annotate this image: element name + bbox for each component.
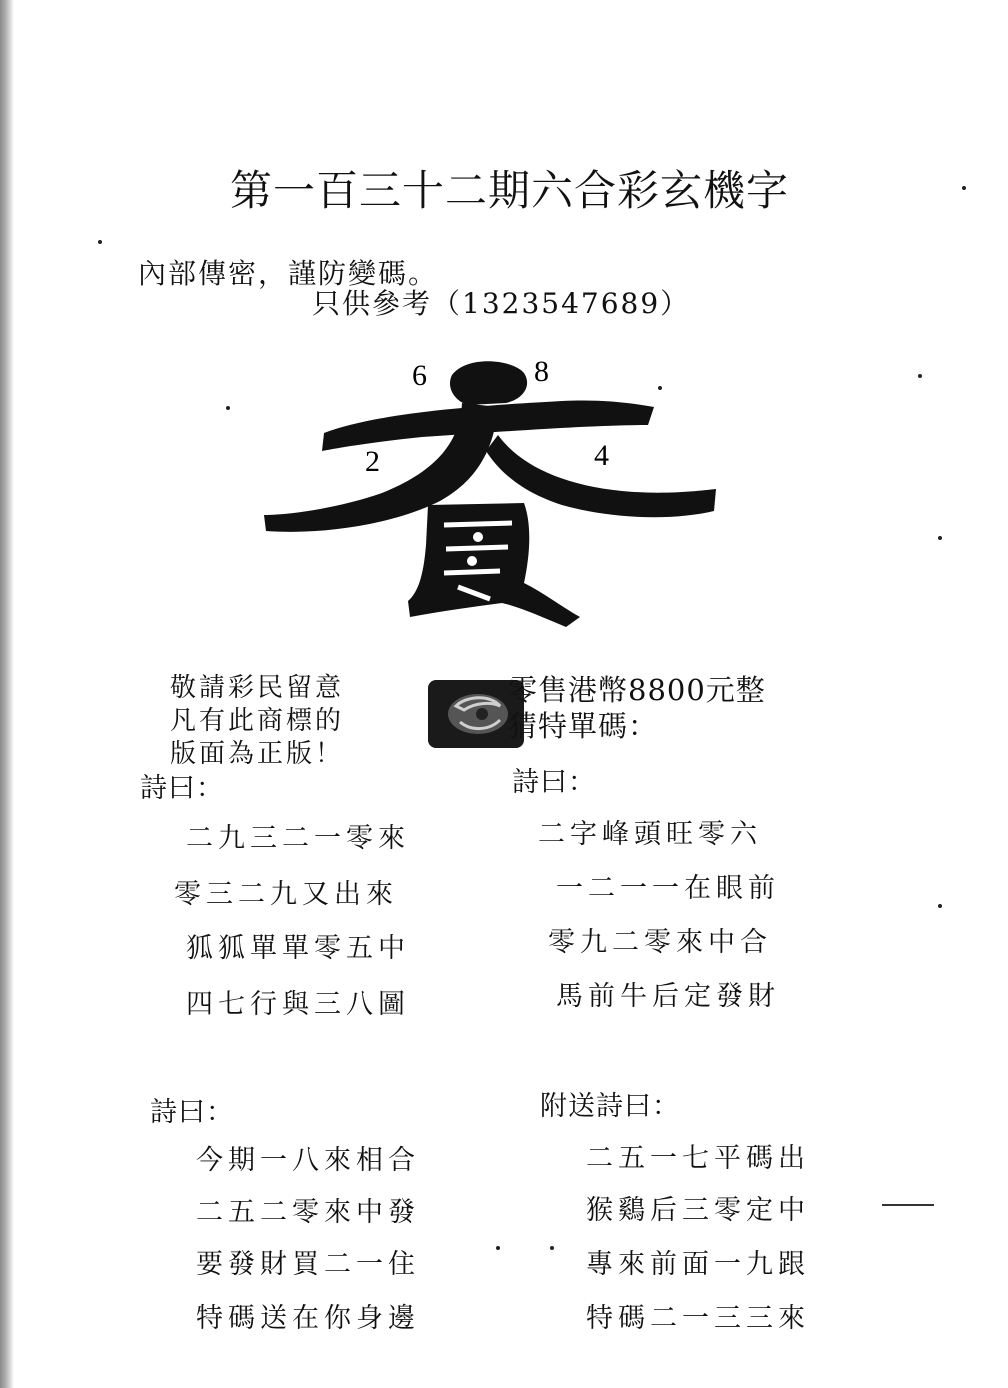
notice-line: 版面為正版！	[170, 739, 345, 769]
notice-line: 凡有此商標的	[170, 706, 345, 736]
logo-number-2: 2	[365, 445, 380, 478]
intro-line: 內部傳密，謹防變碼。	[138, 257, 439, 290]
sale-guess: 猜特單碼：	[508, 709, 659, 743]
sale-price: 零售港幣8800元整	[508, 673, 766, 707]
scan-speck	[98, 240, 102, 244]
sale-block	[508, 672, 766, 744]
notice-block	[170, 672, 344, 771]
scan-speck	[550, 1246, 554, 1250]
poem-line: 一二一一在眼前	[556, 873, 780, 904]
scan-edge-shadow	[0, 0, 14, 1388]
scan-speck	[658, 386, 662, 390]
poem-line: 猴鷄后三零定中	[586, 1195, 810, 1226]
scan-speck	[938, 536, 942, 540]
poem-line: 二五二零來中發	[196, 1197, 420, 1228]
scan-speck	[496, 1246, 500, 1250]
poem-line: 二九三二一零來	[186, 823, 410, 854]
calligraphy-stroke-top	[450, 361, 527, 405]
calligraphy-logo	[262, 355, 718, 630]
poem-line: 零三二九又出來	[174, 879, 398, 910]
logo-number-8: 8	[534, 355, 549, 388]
reference-line: 只供參考（1323547689）	[312, 287, 691, 320]
poem-line: 特碼二一三三來	[586, 1303, 810, 1334]
poem-line: 專來前面一九跟	[586, 1249, 810, 1280]
poem-heading: 附送詩曰：	[540, 1091, 680, 1122]
poem-heading: 詩曰：	[512, 767, 596, 798]
poem-line: 特碼送在你身邊	[196, 1303, 420, 1334]
scan-speck	[918, 374, 922, 378]
poem-line: 要發財買二一住	[196, 1249, 420, 1280]
poem-line: 四七行與三八圖	[186, 989, 410, 1020]
page-title: 第一百三十二期六合彩玄機字	[230, 166, 790, 215]
poem-line: 狐狐單單零五中	[186, 933, 410, 964]
poem-line: 二五一七平碼出	[586, 1143, 810, 1174]
logo-number-4: 4	[594, 439, 609, 472]
poem-heading: 詩曰：	[150, 1097, 234, 1128]
scan-speck	[962, 186, 966, 190]
poem-line: 馬前牛后定發財	[556, 981, 780, 1012]
poem-line: 二字峰頭旺零六	[538, 819, 762, 850]
poem-heading: 詩曰：	[140, 773, 224, 804]
logo-number-6: 6	[412, 359, 427, 392]
scan-speck	[938, 904, 942, 908]
notice-line: 敬請彩民留意	[170, 673, 345, 703]
margin-dash	[882, 1204, 934, 1206]
poem-line: 零九二零來中合	[548, 927, 772, 958]
poem-line: 今期一八來相合	[196, 1145, 420, 1176]
scan-speck	[226, 406, 230, 410]
